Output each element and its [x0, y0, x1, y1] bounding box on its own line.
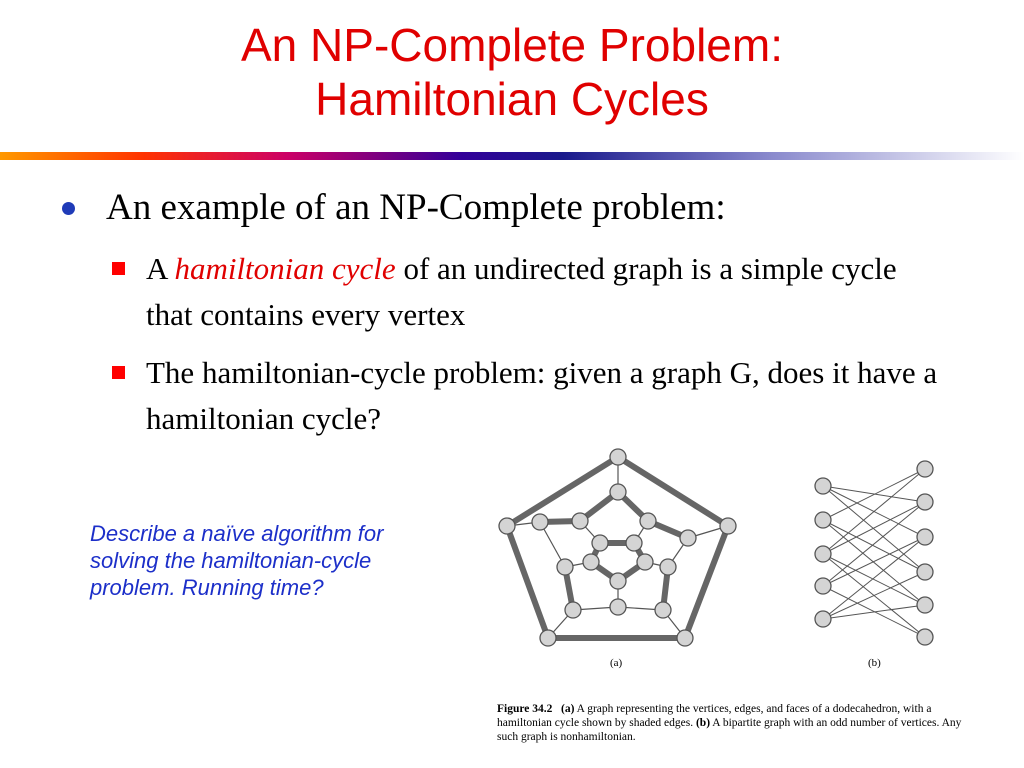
sub-bullet-1-text: [146, 246, 946, 338]
caption-part-a-label: (a): [561, 703, 575, 715]
label-a: (a): [610, 657, 623, 669]
caption-part-b-text: A bipartite graph with an odd number of vertices. Any such graph is nonhamiltonian.: [497, 717, 962, 743]
square-bullet-icon: [112, 366, 125, 379]
slide-title: [0, 18, 1024, 126]
sub-bullet-1-prefix: A: [146, 251, 175, 286]
discussion-question: Describe a naïve algorithm for solving the hamiltonian-cycle problem. Running time?: [90, 521, 384, 600]
dodecahedron-graph: [499, 449, 736, 669]
term-highlight: hamiltonian cycle: [174, 251, 396, 286]
caption-part-b-label: (b): [695, 717, 711, 729]
title-line-1: An NP-Complete Problem:: [241, 19, 783, 71]
round-bullet-icon: [62, 202, 75, 215]
title-divider: [0, 152, 1024, 160]
figure-graphs: [480, 440, 980, 680]
sub-bullet-1-suffix: of an undirected graph is a simple cycle that contains every vertex: [146, 251, 897, 332]
caption-figure-number: Figure 34.2: [497, 703, 553, 715]
bipartite-graph: [815, 461, 933, 669]
label-b: (b): [868, 657, 881, 669]
bullet-1-text: An example of an NP-Complete problem:: [106, 187, 726, 228]
title-line-2: Hamiltonian Cycles: [315, 73, 709, 125]
square-bullet-icon: [112, 262, 125, 275]
caption-part-a-text: A graph representing the vertices, edges, and faces of a dodecahedron, with a hamiltonian cycle shown by shaded edges.: [497, 703, 932, 729]
figure-caption: [497, 702, 967, 744]
sub-bullet-2-text: The hamiltonian-cycle problem: given a graph G, does it have a hamiltonian cycle?: [146, 355, 938, 436]
